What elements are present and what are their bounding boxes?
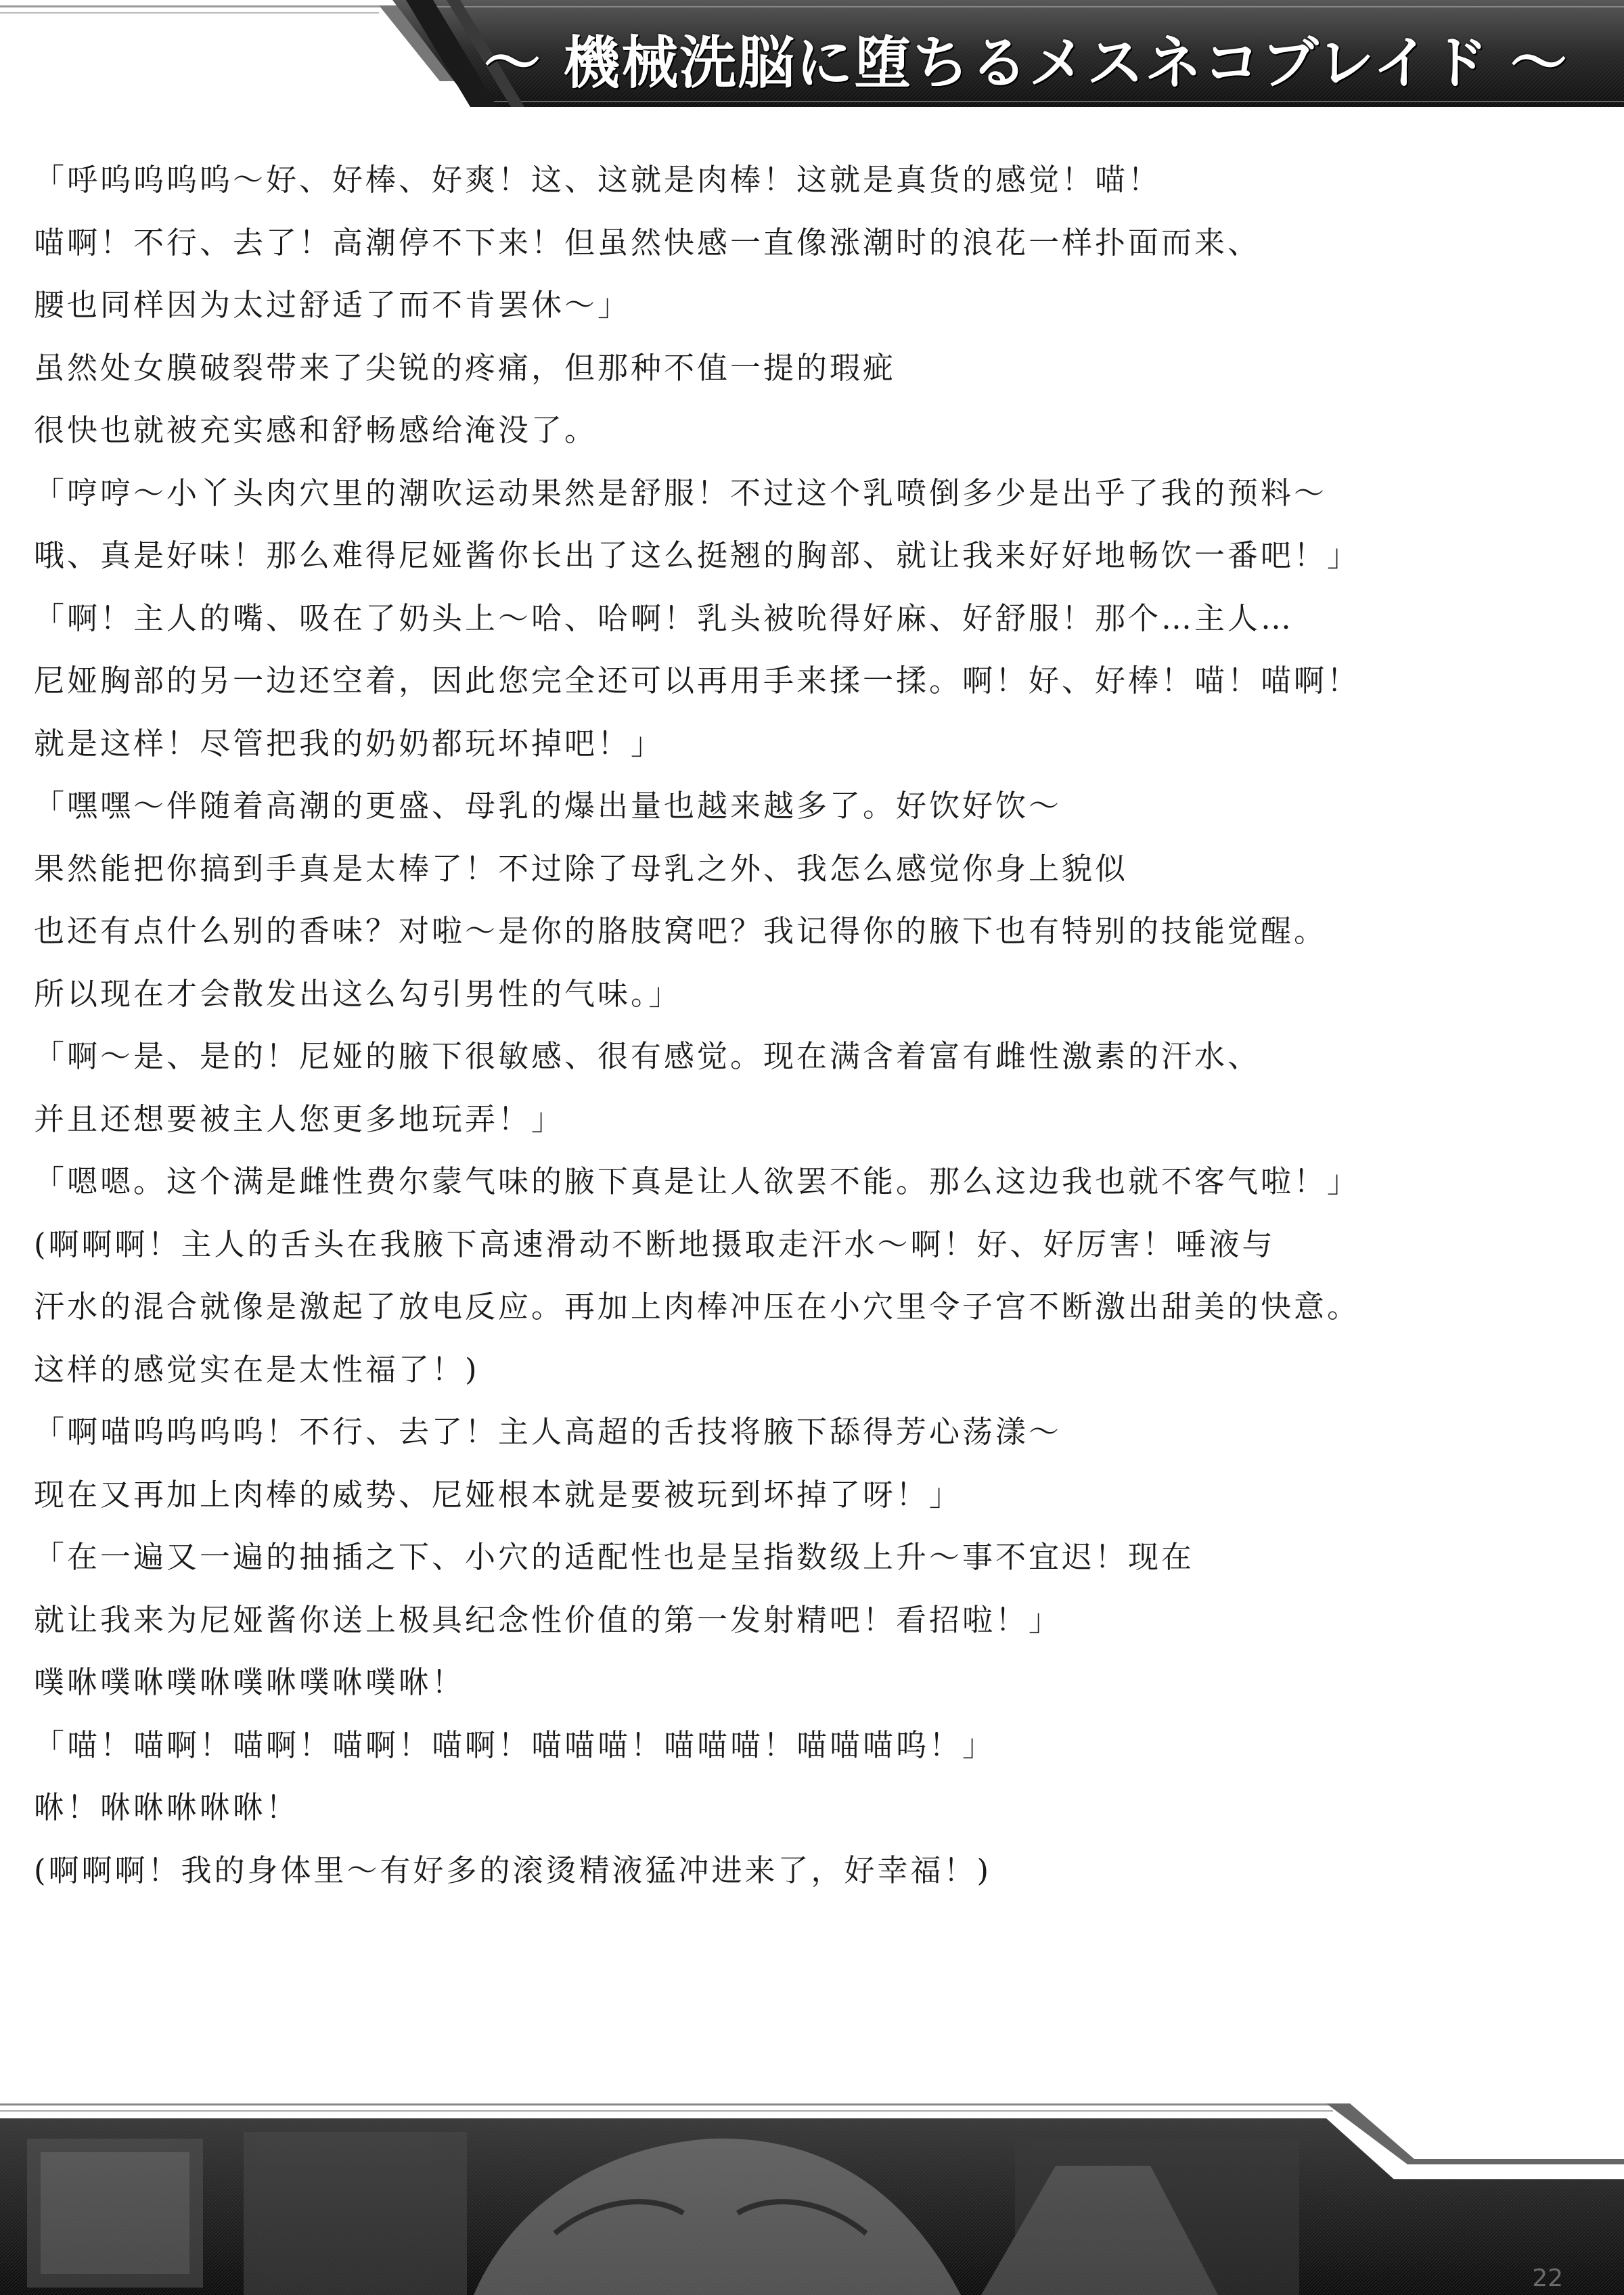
text-line: 腰也同样因为太过舒适了而不肯罢休～」: [34, 287, 631, 323]
text-line: 并且还想要被主人您更多地玩弄！」: [34, 1100, 565, 1137]
text-line: 「嗯嗯。这个满是雌性费尔蒙气味的腋下真是让人欲罢不能。那么这边我也就不客气啦！」: [34, 1163, 1361, 1199]
text-line: (啊啊啊！主人的舌头在我腋下高速滑动不断地摄取走汗水～啊！好、好厉害！唾液与: [34, 1226, 1276, 1262]
text-line: 「啊～是、是的！尼娅的腋下很敏感、很有感觉。现在满含着富有雌性激素的汗水、: [34, 1038, 1261, 1074]
text-line: 这样的感觉实在是太性福了！): [34, 1351, 480, 1387]
footer-banner: [0, 2098, 1624, 2295]
text-line: (啊啊啊！我的身体里～有好多的滚烫精液猛冲进来了，好幸福！): [34, 1852, 992, 1888]
text-line: 「呼呜呜呜呜～好、好棒、好爽！这、这就是肉棒！这就是真货的感觉！喵！: [34, 162, 1162, 198]
text-line: 「哼哼～小丫头肉穴里的潮吹运动果然是舒服！不过这个乳喷倒多少是出乎了我的预料～: [34, 474, 1328, 511]
text-line: 汗水的混合就像是激起了放电反应。再加上肉棒冲压在小穴里令子宫不断激出甜美的快意。: [34, 1289, 1361, 1324]
text-line: 就让我来为尼娅酱你送上极具纪念性价值的第一发射精吧！看招啦！」: [34, 1601, 1062, 1638]
text-line: 「啊！主人的嘴、吸在了奶头上～哈、哈啊！乳头被吮得好麻、好舒服！那个…主人…: [34, 600, 1294, 636]
text-line: 噗咻噗咻噗咻噗咻噗咻噗咻！: [34, 1664, 466, 1700]
text-line: 「嘿嘿～伴随着高潮的更盛、母乳的爆出量也越来越多了。好饮好饮～: [34, 788, 1062, 824]
text-line: 「啊喵呜呜呜呜！不行、去了！主人高超的舌技将腋下舔得芳心荡漾～: [34, 1414, 1062, 1450]
text-line: 果然能把你搞到手真是太棒了！不过除了母乳之外、我怎么感觉你身上貌似: [34, 850, 1129, 887]
header-title: ～ 機械洗脳に堕ちるメスネコブレイド ～: [484, 30, 1569, 96]
text-line: 「喵！喵啊！喵啊！喵啊！喵啊！喵喵喵！喵喵喵！喵喵喵呜！」: [34, 1726, 996, 1763]
body-text: [34, 149, 1583, 1902]
text-line: 咻！咻咻咻咻咻！: [34, 1789, 300, 1825]
text-line: 哦、真是好味！那么难得尼娅酱你长出了这么挺翘的胸部、就让我来好好地畅饮一番吧！」: [34, 537, 1361, 573]
text-line: 尼娅胸部的另一边还空着，因此您完全还可以再用手来揉一揉。啊！好、好棒！喵！喵啊！: [34, 663, 1361, 698]
page-number: 22: [1532, 2265, 1563, 2292]
text-line: 现在又再加上肉棒的威势、尼娅根本就是要被玩到坏掉了呀！」: [34, 1476, 963, 1513]
text-line: 所以现在才会散发出这么勾引男性的气味。」: [34, 975, 682, 1012]
text-line: 很快也就被充实感和舒畅感给淹没了。: [34, 412, 598, 448]
text-line: 喵啊！不行、去了！高潮停不下来！但虽然快感一直像涨潮时的浪花一样扑面而来、: [34, 224, 1261, 261]
text-line: 就是这样！尽管把我的奶奶都玩坏掉吧！」: [34, 725, 664, 761]
text-line: 虽然处女膜破裂带来了尖锐的疼痛，但那种不值一提的瑕疵: [34, 349, 897, 386]
text-line: 「在一遍又一遍的抽插之下、小穴的适配性也是呈指数级上升～事不宜迟！现在: [34, 1539, 1195, 1575]
footer-banner-graphic: [0, 2098, 1624, 2295]
text-line: 也还有点什么别的香味？对啦～是你的胳肢窝吧？我记得你的腋下也有特别的技能觉醒。: [34, 913, 1328, 949]
header-banner: [0, 0, 1624, 122]
